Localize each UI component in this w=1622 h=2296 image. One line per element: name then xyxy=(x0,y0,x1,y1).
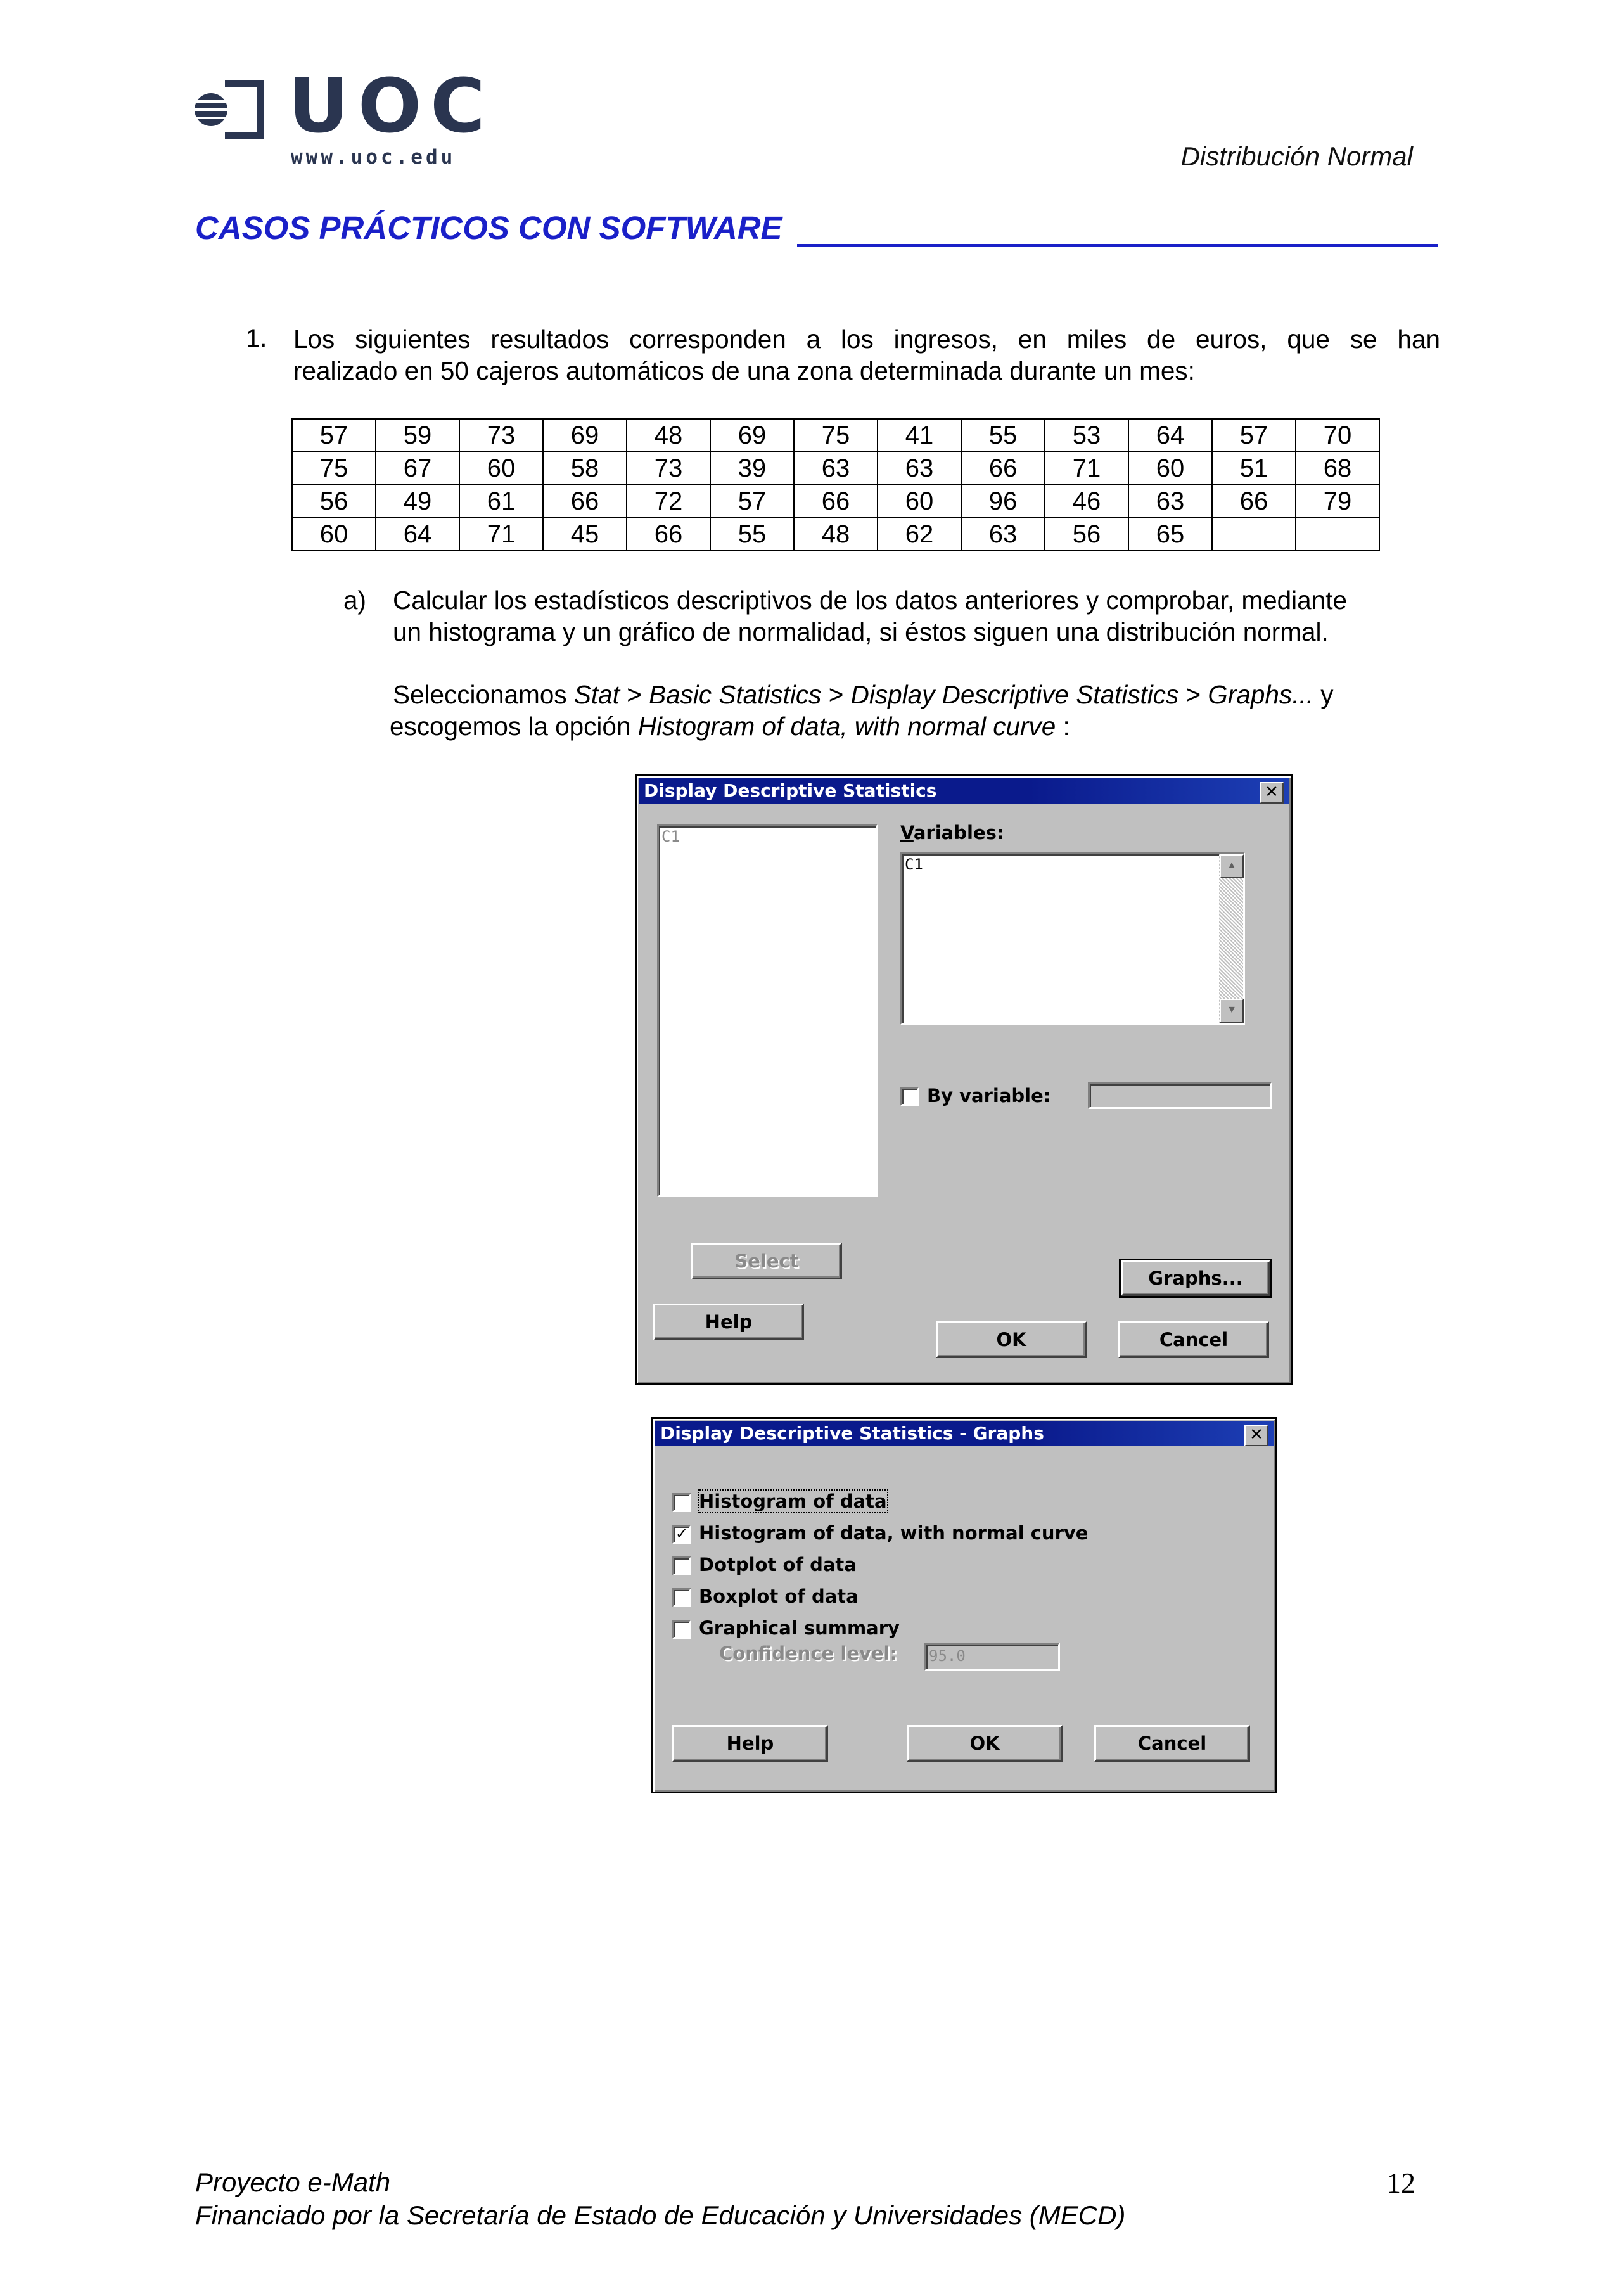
page-number: 12 xyxy=(1386,2167,1415,2199)
ok-button[interactable]: OK xyxy=(907,1725,1063,1762)
instr-option: Histogram of data, with normal curve xyxy=(637,712,1056,741)
instr-text: y xyxy=(1313,680,1334,709)
table-cell: 58 xyxy=(543,452,627,485)
graph-option-label[interactable]: Boxplot of data xyxy=(699,1586,859,1607)
cancel-button[interactable]: Cancel xyxy=(1118,1321,1269,1358)
scroll-up-icon[interactable]: ▲ xyxy=(1220,854,1244,878)
table-cell: 57 xyxy=(710,485,794,518)
table-cell: 56 xyxy=(292,485,376,518)
descriptive-stats-dialog xyxy=(635,774,1293,1385)
table-cell: 63 xyxy=(1128,485,1212,518)
columns-list-item[interactable]: C1 xyxy=(661,828,680,845)
table-cell: 56 xyxy=(1045,518,1128,551)
table-cell: 48 xyxy=(794,518,878,551)
table-cell: 59 xyxy=(376,419,459,452)
scroll-down-icon[interactable]: ▼ xyxy=(1220,999,1244,1023)
variables-scrollbar[interactable] xyxy=(1219,854,1243,1023)
part-a-line-1: Calcular los estadísticos descriptivos de los datos anteriores y comprobar, mediante xyxy=(393,586,1347,615)
by-variable-field[interactable] xyxy=(1088,1082,1272,1109)
table-cell: 39 xyxy=(710,452,794,485)
exercise-intro xyxy=(293,323,1440,387)
ok-button[interactable]: OK xyxy=(936,1321,1087,1358)
table-cell: 64 xyxy=(376,518,459,551)
graph-option-checkbox[interactable] xyxy=(672,1556,691,1575)
table-cell: 75 xyxy=(292,452,376,485)
part-a-label: a) xyxy=(343,586,367,615)
table-cell: 66 xyxy=(1212,485,1296,518)
table-cell: 66 xyxy=(961,452,1045,485)
table-row xyxy=(292,419,1379,452)
table-cell: 63 xyxy=(878,452,961,485)
table-cell: 60 xyxy=(1128,452,1212,485)
graph-option-label[interactable]: Histogram of data xyxy=(699,1491,887,1512)
graphs-dialog xyxy=(651,1417,1277,1793)
dialog-title: Display Descriptive Statistics xyxy=(644,780,937,801)
variables-field[interactable] xyxy=(900,852,1245,1025)
table-cell: 66 xyxy=(794,485,878,518)
exercise-intro-line-1: Los siguientes resultados corresponden a los ingresos, en miles de euros, que se han xyxy=(293,324,1440,354)
select-button[interactable]: Select xyxy=(691,1243,842,1279)
table-cell xyxy=(1212,518,1296,551)
table-cell: 53 xyxy=(1045,419,1128,452)
document-topic: Distribución Normal xyxy=(1180,141,1413,171)
table-cell: 60 xyxy=(292,518,376,551)
confidence-level-label: Confidence level: xyxy=(719,1643,898,1664)
graph-option-label[interactable]: Dotplot of data xyxy=(699,1554,857,1575)
by-variable-checkbox[interactable] xyxy=(900,1087,919,1106)
logo-text: UOC xyxy=(288,62,494,150)
table-cell: 96 xyxy=(961,485,1045,518)
table-cell: 45 xyxy=(543,518,627,551)
instr-text: escogemos la opción xyxy=(390,712,638,741)
table-row xyxy=(292,485,1379,518)
by-variable-label: By variable: xyxy=(927,1085,1051,1106)
table-cell: 75 xyxy=(794,419,878,452)
table-cell: 60 xyxy=(878,485,961,518)
table-cell: 57 xyxy=(1212,419,1296,452)
confidence-level-field[interactable] xyxy=(924,1643,1060,1671)
close-icon[interactable]: ✕ xyxy=(1244,1425,1268,1446)
table-cell: 63 xyxy=(961,518,1045,551)
footer-project: Proyecto e-Math xyxy=(195,2167,391,2197)
help-button[interactable]: Help xyxy=(672,1725,828,1762)
exercise-number: 1. xyxy=(246,324,267,352)
instr-text: : xyxy=(1056,712,1070,741)
table-cell xyxy=(1296,518,1379,551)
graph-option-checkbox[interactable] xyxy=(672,1493,691,1512)
part-a-text xyxy=(393,584,1440,648)
table-cell: 62 xyxy=(878,518,961,551)
table-cell: 51 xyxy=(1212,452,1296,485)
footer-funding: Financiado por la Secretaría de Estado de Educación y Universidades (MECD) xyxy=(195,2200,1126,2230)
variables-label xyxy=(900,822,1004,843)
table-cell: 71 xyxy=(459,518,543,551)
instructions-line-2 xyxy=(390,710,1440,742)
instr-sep: > xyxy=(1178,680,1208,709)
table-cell: 71 xyxy=(1045,452,1128,485)
variables-label-accel: V xyxy=(900,822,914,843)
table-cell: 69 xyxy=(543,419,627,452)
section-title-underline xyxy=(797,244,1438,247)
table-cell: 72 xyxy=(627,485,710,518)
table-cell: 70 xyxy=(1296,419,1379,452)
table-cell: 67 xyxy=(376,452,459,485)
instr-menu-display: Display Descriptive Statistics xyxy=(850,680,1179,709)
instr-menu-basic: Basic Statistics xyxy=(649,680,822,709)
table-cell: 65 xyxy=(1128,518,1212,551)
table-cell: 61 xyxy=(459,485,543,518)
graph-option-checkbox[interactable] xyxy=(672,1588,691,1607)
variables-label-text: ariables: xyxy=(913,822,1004,843)
table-row xyxy=(292,452,1379,485)
cancel-button[interactable]: Cancel xyxy=(1094,1725,1250,1762)
graph-option-checkbox[interactable]: ✓ xyxy=(672,1525,691,1544)
instr-sep: > xyxy=(619,680,649,709)
table-cell: 63 xyxy=(794,452,878,485)
instr-sep: > xyxy=(821,680,851,709)
instr-menu-stat: Stat xyxy=(573,680,620,709)
graph-option-label[interactable]: Graphical summary xyxy=(699,1617,900,1639)
dialog-title: Display Descriptive Statistics - Graphs xyxy=(660,1423,1044,1444)
graph-option-checkbox[interactable] xyxy=(672,1620,691,1639)
table-cell: 41 xyxy=(878,419,961,452)
section-title: CASOS PRÁCTICOS CON SOFTWARE xyxy=(195,210,782,246)
table-cell: 64 xyxy=(1128,419,1212,452)
instructions-line-1 xyxy=(393,679,1440,710)
dialog-titlebar xyxy=(655,1421,1274,1446)
instructions xyxy=(390,679,1440,742)
dialog-titlebar xyxy=(639,778,1289,804)
uoc-logo-icon xyxy=(193,76,269,143)
table-cell: 69 xyxy=(710,419,794,452)
logo-url: www.uoc.edu xyxy=(291,146,456,169)
table-cell: 60 xyxy=(459,452,543,485)
table-cell: 73 xyxy=(627,452,710,485)
table-cell: 46 xyxy=(1045,485,1128,518)
table-cell: 55 xyxy=(961,419,1045,452)
columns-list[interactable] xyxy=(657,824,878,1197)
table-cell: 55 xyxy=(710,518,794,551)
part-a-line-2: un histograma y un gráfico de normalidad, si éstos siguen una distribución normal. xyxy=(393,617,1329,646)
variables-value: C1 xyxy=(905,856,923,873)
table-cell: 66 xyxy=(627,518,710,551)
help-button[interactable]: Help xyxy=(653,1304,804,1340)
table-row xyxy=(292,518,1379,551)
table-cell: 49 xyxy=(376,485,459,518)
instr-menu-graphs: Graphs... xyxy=(1208,680,1313,709)
table-cell: 57 xyxy=(292,419,376,452)
table-cell: 79 xyxy=(1296,485,1379,518)
graphs-button[interactable]: Graphs... xyxy=(1121,1260,1270,1296)
close-icon[interactable]: ✕ xyxy=(1260,782,1284,804)
table-cell: 68 xyxy=(1296,452,1379,485)
confidence-level-value: 95.0 xyxy=(929,1647,966,1665)
exercise-intro-line-2: realizado en 50 cajeros automáticos de una zona determinada durante un mes: xyxy=(293,356,1195,385)
table-cell: 66 xyxy=(543,485,627,518)
graph-option-label[interactable]: Histogram of data, with normal curve xyxy=(699,1522,1089,1544)
table-cell: 48 xyxy=(627,419,710,452)
instr-text: Seleccionamos xyxy=(393,680,574,709)
data-table xyxy=(291,418,1380,551)
table-cell: 73 xyxy=(459,419,543,452)
